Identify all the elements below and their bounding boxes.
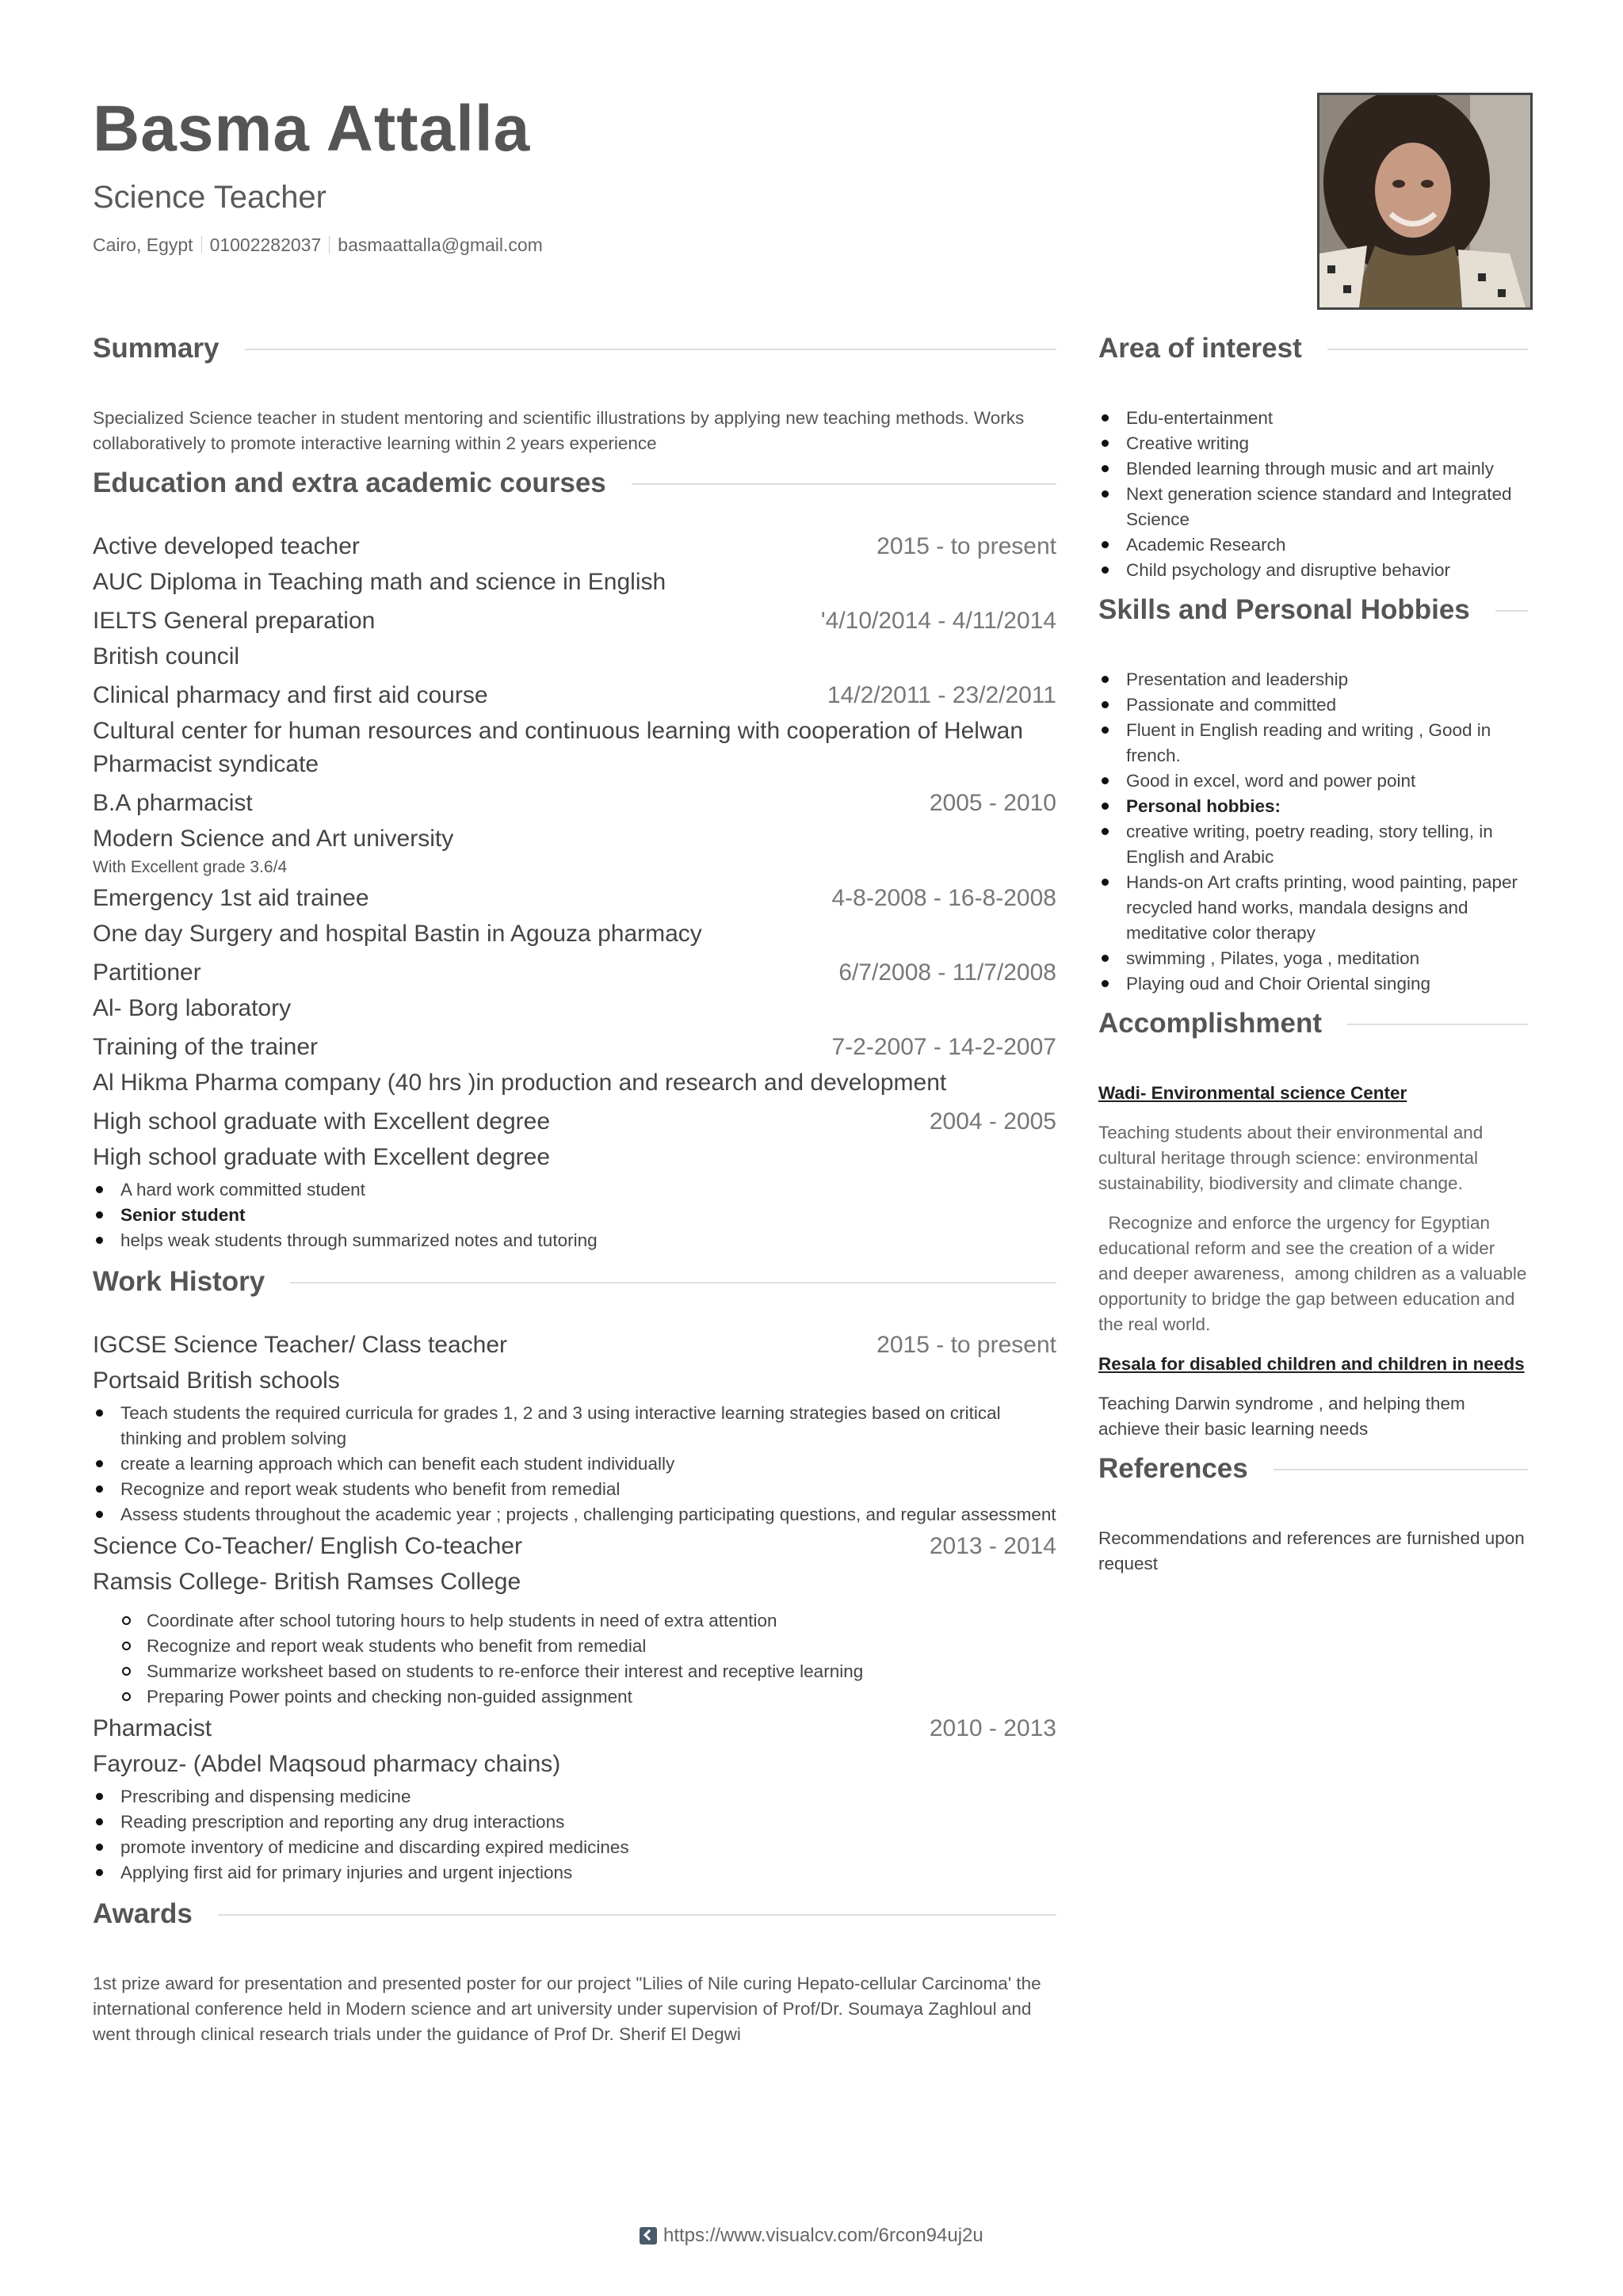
education-entry xyxy=(93,784,1056,879)
list-item: Prescribing and dispensing medicine xyxy=(93,1784,1056,1810)
section-heading: Work History xyxy=(93,1265,265,1297)
entry-dates: 14/2/2011 - 23/2/2011 xyxy=(827,682,1056,708)
skills-section xyxy=(1098,588,1528,997)
list-item: Passionate and committed xyxy=(1098,692,1528,718)
work-history-section xyxy=(93,1260,1056,1886)
list-item: Teach students the required curricula for grades 1, 2 and 3 using interactive learning strategies based on critical thinking and problem solving xyxy=(93,1401,1056,1451)
entry-institution: One day Surgery and hospital Bastin in Agouza pharmacy xyxy=(93,921,702,947)
entry-title: Partitioner xyxy=(93,959,201,986)
section-heading: Summary xyxy=(93,332,220,364)
footer-link[interactable] xyxy=(640,2225,983,2247)
summary-header xyxy=(93,326,1056,369)
list-item: Edu-entertainment xyxy=(1098,406,1528,431)
list-item: Next generation science standard and Integrated Science xyxy=(1098,482,1528,532)
education-header xyxy=(93,461,1056,504)
list-item: Good in excel, word and power point xyxy=(1098,769,1528,794)
entry-dates: 2015 - to present xyxy=(876,533,1056,559)
entry-title-row xyxy=(93,1527,1056,1566)
entry-company: Fayrouz- (Abdel Maqsoud pharmacy chains) xyxy=(93,1751,561,1777)
entry-title: IELTS General preparation xyxy=(93,608,376,634)
list-item: Applying first aid for primary injuries and urgent injections xyxy=(93,1860,1056,1886)
entry-title-row xyxy=(93,784,1056,822)
section-divider xyxy=(1495,610,1528,612)
summary-text: Specialized Science teacher in student mentoring and scientific illustrations by applying new teaching methods. Works collaboratively to promote interactive learning within 2 years experience xyxy=(93,408,1025,453)
section-divider xyxy=(1347,1024,1528,1025)
entry-institution: High school graduate with Excellent degree xyxy=(93,1144,551,1170)
entry-title: B.A pharmacist xyxy=(93,790,253,816)
accomplishment-section xyxy=(1098,1001,1532,1442)
entry-title: Science Co-Teacher/ English Co-teacher xyxy=(93,1533,522,1559)
section-heading: Area of interest xyxy=(1098,332,1302,364)
entry-title-row xyxy=(93,1103,1056,1141)
entry-institution: Al Hikma Pharma company (40 hrs )in production and research and development xyxy=(93,1070,947,1096)
section-heading: Education and extra academic courses xyxy=(93,467,606,498)
education-entry xyxy=(93,1103,1056,1253)
profile-photo xyxy=(1317,93,1533,310)
work-entry xyxy=(93,1326,1056,1527)
side-column xyxy=(1098,326,1532,1577)
list-item: Summarize worksheet based on students to re-enforce their interest and receptive learning xyxy=(93,1659,1056,1684)
entry-title: Emergency 1st aid trainee xyxy=(93,885,369,911)
entry-title-row xyxy=(93,954,1056,992)
list-item: Recognize and report weak students who benefit from remedial xyxy=(93,1477,1056,1502)
accomplishment-text: Teaching Darwin syndrome , and helping them achieve their basic learning needs xyxy=(1098,1394,1465,1439)
references-text: Recommendations and references are furnished upon request xyxy=(1098,1528,1525,1573)
list-item: Presentation and leadership xyxy=(1098,667,1528,692)
education-entry xyxy=(93,954,1056,1025)
interests-header xyxy=(1098,326,1528,369)
entry-bullets xyxy=(93,1608,1056,1710)
list-item: Academic Research xyxy=(1098,532,1528,558)
section-heading: Accomplishment xyxy=(1098,1007,1322,1039)
section-divider xyxy=(1274,1469,1528,1470)
section-heading: Skills and Personal Hobbies xyxy=(1098,593,1470,625)
entry-dates: 2013 - 2014 xyxy=(929,1533,1056,1559)
section-heading: Awards xyxy=(93,1897,193,1929)
interests-section xyxy=(1098,326,1528,583)
section-divider xyxy=(1327,349,1528,350)
entry-institution: AUC Diploma in Teaching math and science in English xyxy=(93,569,666,595)
entry-note: With Excellent grade 3.6/4 xyxy=(93,858,288,876)
education-entry xyxy=(93,602,1056,673)
accomplishment-title: Wadi- Environmental science Center xyxy=(1098,1083,1407,1103)
skills-list xyxy=(1098,667,1528,997)
entry-title-row xyxy=(93,677,1056,715)
education-entry xyxy=(93,528,1056,599)
entry-title: Training of the trainer xyxy=(93,1034,319,1060)
entry-dates: 2004 - 2005 xyxy=(929,1108,1056,1135)
education-entries xyxy=(93,528,1056,1253)
references-header xyxy=(1098,1447,1528,1489)
entry-dates: 2005 - 2010 xyxy=(929,790,1056,816)
visualcv-logo-icon xyxy=(640,2227,657,2245)
list-item: Blended learning through music and art mainly xyxy=(1098,456,1528,482)
list-item: creative writing, poetry reading, story telling, in English and Arabic xyxy=(1098,819,1528,870)
list-item: promote inventory of medicine and discarding expired medicines xyxy=(93,1835,1056,1860)
phone-text: 01002282037 xyxy=(209,235,322,255)
list-item: helps weak students through summarized notes and tutoring xyxy=(93,1228,1056,1253)
list-item: swimming , Pilates, yoga , meditation xyxy=(1098,946,1528,971)
work-history-header xyxy=(93,1260,1056,1302)
list-item: Reading prescription and reporting any drug interactions xyxy=(93,1810,1056,1835)
list-item: Recognize and report weak students who benefit from remedial xyxy=(93,1634,1056,1659)
entry-company: Portsaid British schools xyxy=(93,1367,340,1394)
summary-section xyxy=(93,326,1056,456)
education-entry xyxy=(93,677,1056,781)
main-column xyxy=(93,326,1056,2047)
entry-bullets xyxy=(93,1177,1056,1253)
education-entry xyxy=(93,1028,1056,1100)
entry-title: IGCSE Science Teacher/ Class teacher xyxy=(93,1332,508,1358)
accomplishment-header xyxy=(1098,1001,1528,1044)
entry-title-row xyxy=(93,1710,1056,1748)
work-entries xyxy=(93,1326,1056,1886)
location-text: Cairo, Egypt xyxy=(93,235,193,255)
section-heading: References xyxy=(1098,1452,1248,1484)
accomplishment-text: Recognize and enforce the urgency for Egyptian educational reform and see the creation of a wider and deeper awareness, among children as a valuable opportunity to bridge the gap between education and the real world. xyxy=(1098,1213,1532,1334)
accomplishment-item xyxy=(1098,1081,1532,1337)
entry-institution: British council xyxy=(93,643,240,669)
entry-institution: Cultural center for human resources and continuous learning with cooperation of Helwan Pharmacist syndicate xyxy=(93,718,1023,777)
job-title: Science Teacher xyxy=(93,180,327,215)
awards-header xyxy=(93,1892,1056,1935)
list-item: Hands-on Art crafts printing, wood painting, paper recycled hand works, mandala designs and meditative color therapy xyxy=(1098,870,1528,946)
entry-bullets xyxy=(93,1401,1056,1527)
entry-title: Clinical pharmacy and first aid course xyxy=(93,682,488,708)
accomplishment-text: Teaching students about their environmental and cultural heritage through science: environmental sustainability, biodiversity and climate change. xyxy=(1098,1123,1484,1193)
email-link[interactable]: basmaattalla@gmail.com xyxy=(338,235,543,255)
references-section xyxy=(1098,1447,1528,1577)
section-divider xyxy=(290,1282,1056,1283)
entry-title-row xyxy=(93,879,1056,917)
list-item: Senior student xyxy=(93,1203,1056,1228)
contact-divider xyxy=(201,236,202,254)
accomplishment-title: Resala for disabled children and children in needs xyxy=(1098,1354,1525,1374)
work-entry xyxy=(93,1710,1056,1886)
list-item: Coordinate after school tutoring hours to help students in need of extra attention xyxy=(93,1608,1056,1634)
list-item: A hard work committed student xyxy=(93,1177,1056,1203)
candidate-name: Basma Attalla xyxy=(93,93,531,165)
section-divider xyxy=(245,349,1056,350)
section-divider xyxy=(632,483,1056,485)
list-item: Personal hobbies: xyxy=(1098,794,1528,819)
entry-bullets xyxy=(93,1784,1056,1886)
contact-line xyxy=(93,235,543,256)
list-item: Fluent in English reading and writing , Good in french. xyxy=(1098,718,1528,769)
entry-title: Pharmacist xyxy=(93,1715,212,1741)
entry-company: Ramsis College- British Ramses College xyxy=(93,1569,521,1595)
work-entry xyxy=(93,1527,1056,1710)
entry-dates: 2010 - 2013 xyxy=(929,1715,1056,1741)
entry-dates: '4/10/2014 - 4/11/2014 xyxy=(820,608,1056,634)
accomplishment-item xyxy=(1098,1352,1528,1442)
awards-text: 1st prize award for presentation and presented poster for our project "Lilies of Nile curing Hepato-cellular Carcinoma' the international conference held in Modern science and art university under supervision of Prof/Dr. Soumaya Zaghloul and went through clinical research trials under the guidance of Prof Dr. Sherif El Degwi xyxy=(93,1974,1041,2044)
entry-dates: 6/7/2008 - 11/7/2008 xyxy=(838,959,1056,986)
entry-title: Active developed teacher xyxy=(93,533,360,559)
entry-institution: Al- Borg laboratory xyxy=(93,995,292,1021)
entry-title-row xyxy=(93,1028,1056,1066)
entry-title-row xyxy=(93,1326,1056,1364)
entry-title: High school graduate with Excellent degree xyxy=(93,1108,551,1135)
entry-dates: 7-2-2007 - 14-2-2007 xyxy=(831,1034,1056,1060)
list-item: Creative writing xyxy=(1098,431,1528,456)
list-item: create a learning approach which can benefit each student individually xyxy=(93,1451,1056,1477)
list-item: Child psychology and disruptive behavior xyxy=(1098,558,1528,583)
entry-dates: 4-8-2008 - 16-8-2008 xyxy=(831,885,1056,911)
footer-url[interactable]: https://www.visualcv.com/6rcon94uj2u xyxy=(663,2225,983,2246)
list-item: Playing oud and Choir Oriental singing xyxy=(1098,971,1528,997)
education-section xyxy=(93,461,1056,1253)
interests-list xyxy=(1098,406,1528,583)
section-divider xyxy=(218,1914,1056,1916)
skills-header xyxy=(1098,588,1528,631)
contact-divider xyxy=(329,236,330,254)
entry-institution: Modern Science and Art university xyxy=(93,826,454,852)
list-item: Preparing Power points and checking non-guided assignment xyxy=(93,1684,1056,1710)
education-entry xyxy=(93,879,1056,951)
entry-title-row xyxy=(93,602,1056,640)
entry-dates: 2015 - to present xyxy=(876,1332,1056,1358)
list-item: Assess students throughout the academic year ; projects , challenging participating questions, and regular assessment xyxy=(93,1502,1056,1527)
awards-section xyxy=(93,1892,1056,2047)
entry-title-row xyxy=(93,528,1056,566)
